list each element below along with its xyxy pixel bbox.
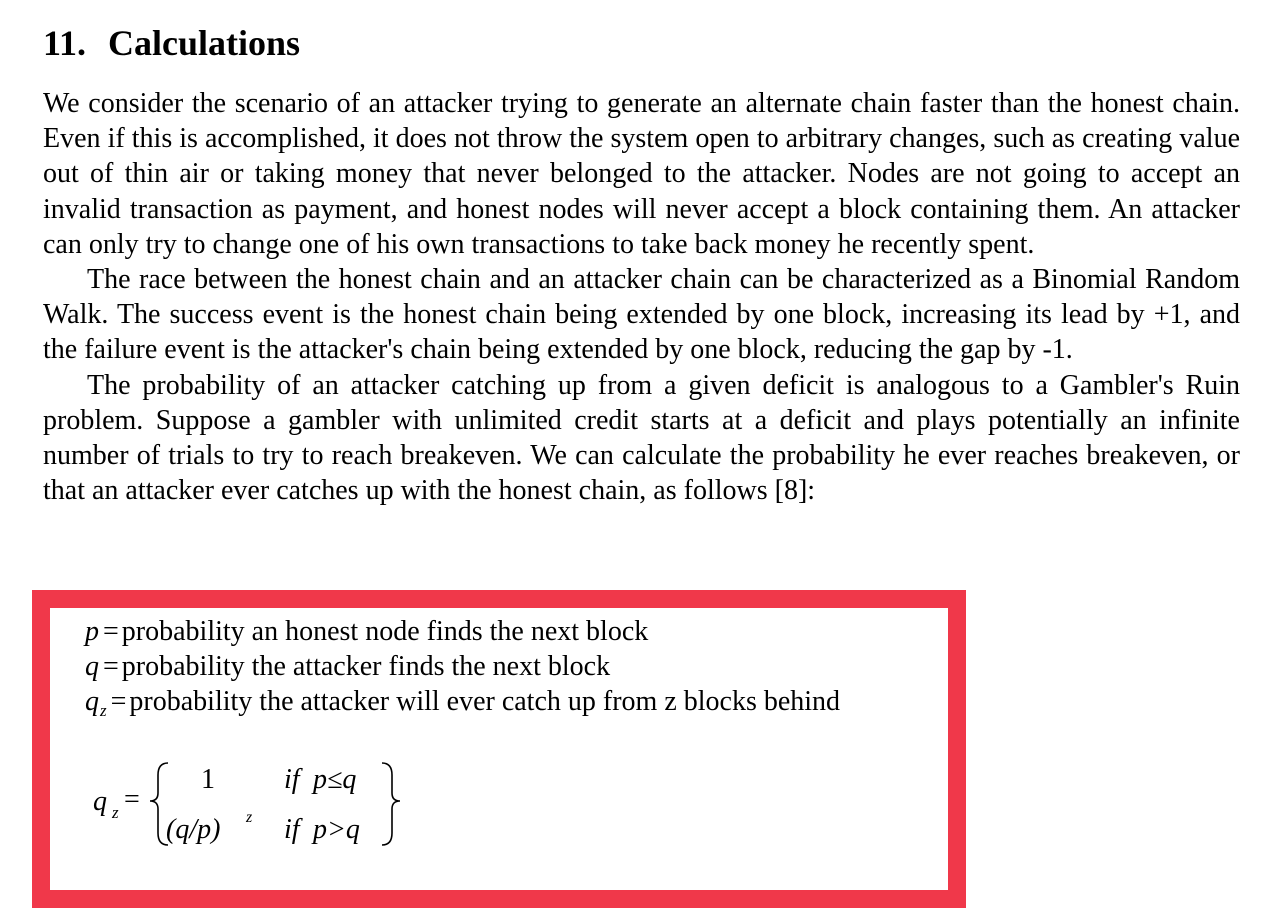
definition-q: q = probability the attacker finds the next block bbox=[85, 651, 611, 682]
paragraph-2: The race between the honest chain and an attacker chain can be characterized as a Binomial Random Walk. The success event is the honest chain being extended by one block, increasing its lead by +1, and the failure event is the attacker's chain being extended by one block, reducing the gap by -1. bbox=[43, 264, 1240, 366]
right-brace bbox=[382, 763, 400, 845]
body-text bbox=[43, 86, 1240, 508]
section-number: 11. bbox=[43, 23, 87, 63]
definition-p: p = probability an honest node finds the next block bbox=[85, 616, 649, 647]
formula-equals: = bbox=[124, 784, 140, 815]
probability-formula bbox=[90, 755, 430, 855]
case-2-condition: p>q bbox=[313, 814, 360, 845]
definitions-list bbox=[85, 614, 840, 722]
paragraph-3: The probability of an attacker catching up from a given deficit is analogous to a Gambler's Ruin problem. Suppose a gambler with unlimited credit starts at a deficit and plays potentially an infinite number of trials to try to reach breakeven. We can calculate the probability he ever reaches breakeven, or that an attacker ever catches up with the honest chain, as follows [8]: bbox=[43, 369, 1240, 507]
formula-lhs-q: q bbox=[93, 786, 107, 817]
case-1-value: 1 bbox=[201, 764, 215, 795]
section-heading bbox=[43, 18, 300, 68]
case-2-value: (q/p) bbox=[166, 814, 221, 845]
case-1-condition: p≤q bbox=[313, 764, 357, 795]
paragraph-1: We consider the scenario of an attacker trying to generate an alternate chain faster than the honest chain. Even if this is accomplished, it does not throw the system open to arbitrary changes, such as creating value out of thin air or taking money that never belonged to the attacker. Nodes are not going to accept an invalid transaction as payment, and honest nodes will never accept a block containing them. An attacker can only try to change one of his own transactions to take back money he recently spent. bbox=[43, 88, 1240, 260]
case-2-exponent: z bbox=[246, 809, 253, 826]
definition-qz: $q_z$ = probability the attacker will ever catch up from z blocks behind bbox=[85, 686, 841, 720]
case-2-if: if bbox=[284, 814, 300, 845]
formula-svg bbox=[90, 755, 430, 855]
section-title: Calculations bbox=[108, 23, 301, 63]
formula-lhs-subscript: z bbox=[112, 803, 119, 822]
case-1-if: if bbox=[284, 764, 300, 795]
